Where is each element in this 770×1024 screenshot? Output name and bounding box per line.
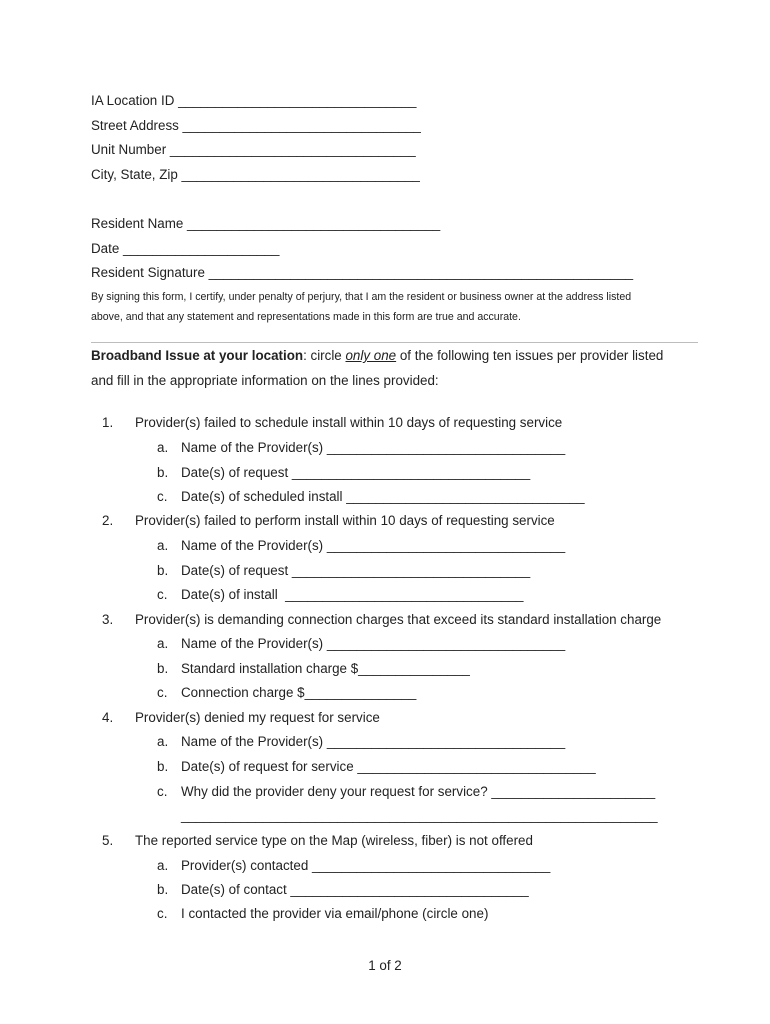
ia-location-id-field[interactable]: IA Location ID ________________________________	[91, 93, 417, 108]
instructions-text-before: : circle	[303, 348, 346, 363]
issue-1-title[interactable]: Provider(s) failed to schedule install within 10 days of requesting service	[135, 415, 563, 430]
certification-line-2: above, and that any statement and representations made in this form are true and accurate.	[91, 311, 521, 323]
issue-4-deny-reason-field[interactable]: Why did the provider deny your request for service? ______________________	[181, 784, 656, 799]
issue-3-provider-name-field[interactable]: Name of the Provider(s) ________________________________	[181, 636, 566, 651]
issue-2-request-date-field[interactable]: Date(s) of request ________________________________	[181, 563, 531, 578]
issue-5-item-b-letter: b.	[157, 882, 169, 897]
issue-2-number: 2.	[102, 513, 114, 528]
issue-1-request-date-field[interactable]: Date(s) of request ________________________________	[181, 465, 531, 480]
instructions-line-1	[91, 347, 663, 365]
issue-5-provider-contacted-field[interactable]: Provider(s) contacted ________________________________	[181, 858, 551, 873]
issue-3-standard-charge-field[interactable]: Standard installation charge $_______________	[181, 661, 470, 676]
issue-4-item-b-letter: b.	[157, 759, 169, 774]
instructions-emphasis: only one	[345, 348, 397, 363]
issue-2-item-b-letter: b.	[157, 563, 169, 578]
issue-4-number: 4.	[102, 710, 114, 725]
resident-name-field[interactable]: Resident Name __________________________________	[91, 216, 441, 231]
certification-line-1: By signing this form, I certify, under penalty of perjury, that I am the resident or business owner at the address listed	[91, 291, 632, 303]
resident-signature-field[interactable]: Resident Signature _________________________________________________________	[91, 265, 634, 280]
issue-5-title[interactable]: The reported service type on the Map (wireless, fiber) is not offered	[135, 833, 533, 848]
section-divider	[91, 342, 698, 343]
issue-2-item-c-letter: c.	[157, 587, 168, 602]
city-state-zip-field[interactable]: City, State, Zip ________________________________	[91, 167, 420, 182]
issue-5-contact-date-field[interactable]: Date(s) of contact ________________________________	[181, 882, 529, 897]
issue-2-item-a-letter: a.	[157, 538, 169, 553]
issue-4-item-a-letter: a.	[157, 734, 169, 749]
issue-1-number: 1.	[102, 415, 114, 430]
instructions-line-2: and fill in the appropriate information on the lines provided:	[91, 373, 439, 388]
issue-3-item-a-letter: a.	[157, 636, 169, 651]
issue-1-item-c-letter: c.	[157, 489, 168, 504]
issue-1-scheduled-install-field[interactable]: Date(s) of scheduled install ________________________________	[181, 489, 585, 504]
issue-3-number: 3.	[102, 612, 114, 627]
issue-4-title[interactable]: Provider(s) denied my request for service	[135, 710, 380, 725]
issue-1-item-b-letter: b.	[157, 465, 169, 480]
issue-5-item-a-letter: a.	[157, 858, 169, 873]
issue-3-connection-charge-field[interactable]: Connection charge $_______________	[181, 685, 417, 700]
issue-3-title[interactable]: Provider(s) is demanding connection charges that exceed its standard installation charge	[135, 612, 662, 627]
instructions-text-after: of the following ten issues per provider listed	[396, 348, 664, 363]
issue-2-title[interactable]: Provider(s) failed to perform install within 10 days of requesting service	[135, 513, 555, 528]
issue-5-contact-method-text[interactable]: I contacted the provider via email/phone (circle one)	[181, 906, 489, 921]
issue-5-item-c-letter: c.	[157, 906, 168, 921]
unit-number-field[interactable]: Unit Number _________________________________	[91, 142, 416, 157]
date-field[interactable]: Date _____________________	[91, 241, 280, 256]
issue-3-item-c-letter: c.	[157, 685, 168, 700]
issue-4-item-c-letter: c.	[157, 784, 168, 799]
issue-2-provider-name-field[interactable]: Name of the Provider(s) ________________________________	[181, 538, 566, 553]
issue-4-deny-reason-continuation[interactable]: ________________________________________________________________	[181, 808, 658, 823]
issue-1-item-a-letter: a.	[157, 440, 169, 455]
instructions-heading: Broadband Issue at your location	[91, 348, 304, 363]
street-address-field[interactable]: Street Address ________________________________	[91, 118, 421, 133]
issue-1-provider-name-field[interactable]: Name of the Provider(s) ________________________________	[181, 440, 566, 455]
issue-5-number: 5.	[102, 833, 114, 848]
page-number: 1 of 2	[368, 958, 402, 973]
issue-4-provider-name-field[interactable]: Name of the Provider(s) ________________________________	[181, 734, 566, 749]
issue-2-install-date-field[interactable]: Date(s) of install ________________________________	[181, 587, 524, 602]
issue-3-item-b-letter: b.	[157, 661, 169, 676]
issue-4-request-date-field[interactable]: Date(s) of request for service ________________________________	[181, 759, 596, 774]
